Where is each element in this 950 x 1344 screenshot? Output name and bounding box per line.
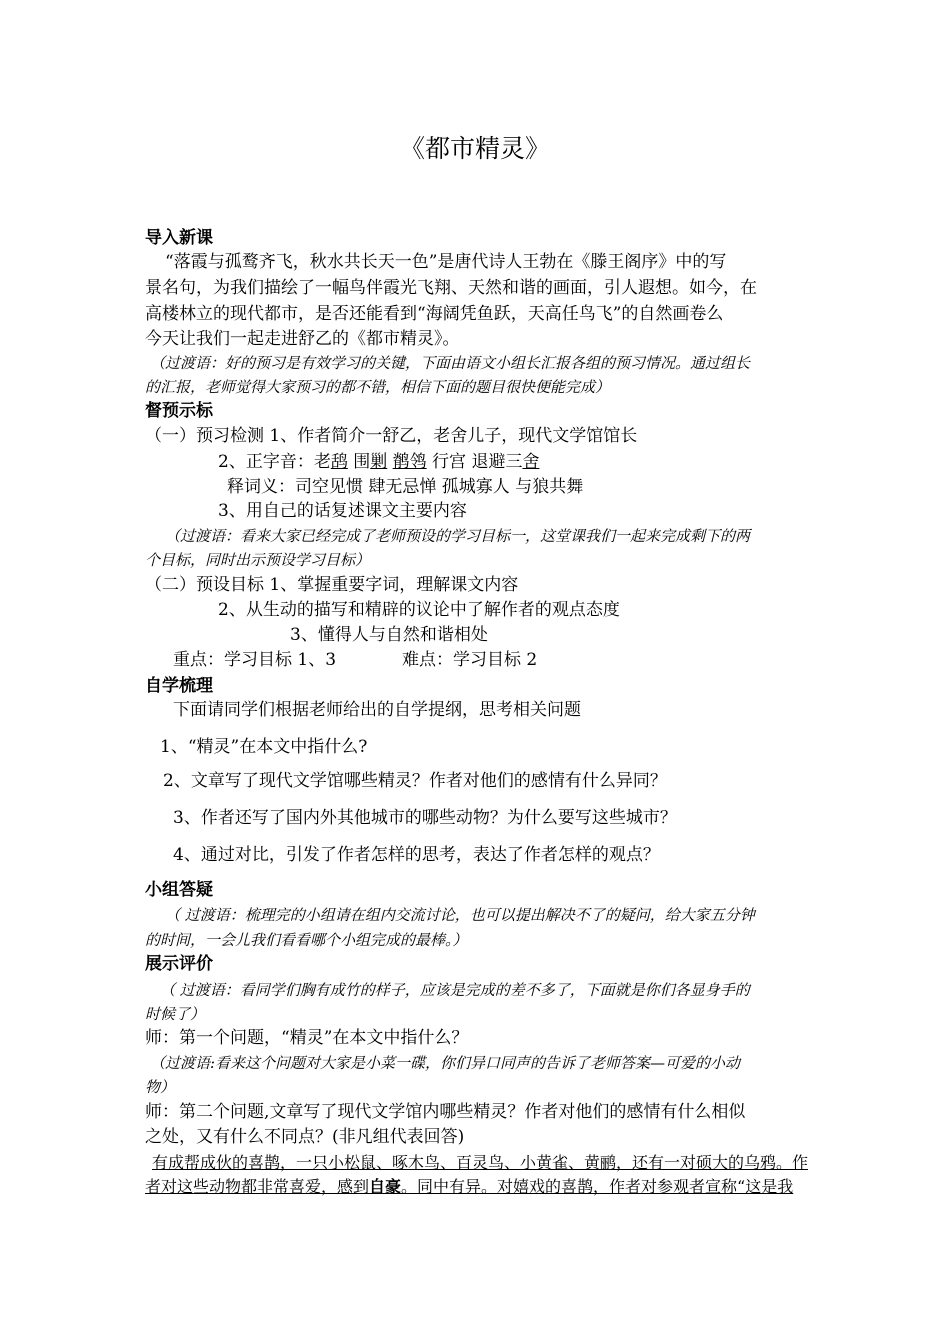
show-transition-2b: 物） xyxy=(145,1078,176,1096)
pronunciation-sep-3: 行宫 退避三 xyxy=(426,452,523,472)
show-transition-2a: （过渡语:看来这个问题对大家是小菜一碟，你们异口同声的告诉了老师答案—可爱的小动 xyxy=(150,1054,741,1072)
preview-item-2 xyxy=(218,450,539,474)
preview-transition-2: 个目标，同时出示预设学习目标） xyxy=(145,551,371,569)
question-4: 4、通过对比，引发了作者怎样的思考，表达了作者怎样的观点？ xyxy=(173,845,660,865)
answer-line-2-start: 者对这些动物都非常喜爱，感到 xyxy=(145,1177,370,1196)
teacher-question-1: 师：第一个问题，“精灵”在本文中指什么？ xyxy=(145,1028,469,1048)
pronunciation-sep-1: 围 xyxy=(347,452,371,472)
question-3: 3、作者还写了国内外其他城市的哪些动物？为什么要写这些城市？ xyxy=(173,808,677,828)
difficulty-point: 难点：学习目标 2 xyxy=(402,650,538,670)
heading-group-qa: 小组答疑 xyxy=(145,880,213,900)
intro-line-1: “落霞与孤鹜齐飞，秋水共长天一色”是唐代诗人王勃在《滕王阁序》中的写 xyxy=(165,252,727,272)
intro-line-3: 高楼林立的现代都市，是否还能看到“海阔凭鱼跃，天高任鸟飞”的自然画卷么 xyxy=(145,304,724,324)
question-1: 1、“精灵”在本文中指什么? xyxy=(160,737,368,757)
pronunciation-prefix: 2、正字音：老 xyxy=(218,452,331,472)
document-title: 《都市精灵》 xyxy=(399,134,550,163)
self-study-intro: 下面请同学们根据老师给出的自学提纲，思考相关问题 xyxy=(173,700,581,720)
heading-preview: 督预示标 xyxy=(145,401,213,421)
heading-self-study: 自学梳理 xyxy=(145,676,213,696)
answer-line-1: 有成帮成伙的喜鹊，一只小松鼠、啄木鸟、百灵鸟、小黄雀、黄鹂，还有一对硕大的乌鸦。作 xyxy=(152,1153,809,1172)
heading-intro: 导入新课 xyxy=(145,228,213,248)
question-2: 2、文章写了现代文学馆哪些精灵？作者对他们的感情有什么异同？ xyxy=(163,771,667,791)
goal-2: 2、从生动的描写和精辟的议论中了解作者的观点态度 xyxy=(218,600,620,620)
pronunciation-word-1: 鸹 xyxy=(330,452,348,472)
preview-item-1: （一）预习检测 1、作者简介一舒乙，老舍儿子，现代文学馆馆长 xyxy=(145,426,638,446)
goal-3: 3、懂得人与自然和谐相处 xyxy=(290,625,488,645)
answer-line-2 xyxy=(145,1175,793,1199)
heading-show-eval: 展示评价 xyxy=(145,954,213,974)
pronunciation-word-4: 舍 xyxy=(522,452,540,472)
key-point: 重点：学习目标 1、3 xyxy=(173,650,337,670)
goal-1: （二）预设目标 1、掌握重要字词，理解课文内容 xyxy=(145,575,519,595)
group-transition-1: （ 过渡语：梳理完的小组请在组内交流讨论，也可以提出解决不了的疑问，给大家五分钟 xyxy=(165,906,755,924)
show-transition-1b: 时候了） xyxy=(145,1005,206,1023)
teacher-question-2a: 师：第二个问题,文章写了现代文学馆内哪些精灵？作者对他们的感情有什么相似 xyxy=(145,1102,746,1122)
intro-transition-1: （过渡语：好的预习是有效学习的关键，下面由语文小组长汇报各组的预习情况。通过组长 xyxy=(150,354,751,372)
intro-transition-2: 的汇报，老师觉得大家预习的都不错，相信下面的题目很快便能完成） xyxy=(145,378,611,396)
answer-emphasis: 自豪 xyxy=(369,1177,402,1196)
teacher-question-2b: 之处，又有什么不同点？(非凡组代表回答) xyxy=(145,1127,465,1147)
preview-transition-1: （过渡语：看来大家已经完成了老师预设的学习目标一，这堂课我们一起来完成剩下的两 xyxy=(165,527,751,545)
preview-item-3: 3、用自己的话复述课文主要内容 xyxy=(218,501,467,521)
pronunciation-word-3: 鹡鸰 xyxy=(392,452,427,472)
intro-line-4: 今天让我们一起走进舒乙的《都市精灵》。 xyxy=(145,329,460,349)
answer-line-2-end: 。同中有异。对嬉戏的喜鹊，作者对参观者宣称“这是我 xyxy=(401,1177,794,1196)
group-transition-2: 的时间，一会儿我们看看哪个小组完成的最棒。） xyxy=(145,931,468,949)
intro-line-2: 景名句，为我们描绘了一幅鸟伴霞光飞翔、天然和谐的画面，引人遐想。如今，在 xyxy=(145,278,757,298)
preview-item-2b: 释词义：司空见惯 肆无忌惮 孤城寡人 与狼共舞 xyxy=(227,477,584,497)
pronunciation-word-2: 剿 xyxy=(370,452,388,472)
show-transition-1a: （ 过渡语：看同学们胸有成竹的样子，应该是完成的差不多了，下面就是你们各显身手的 xyxy=(160,981,750,999)
